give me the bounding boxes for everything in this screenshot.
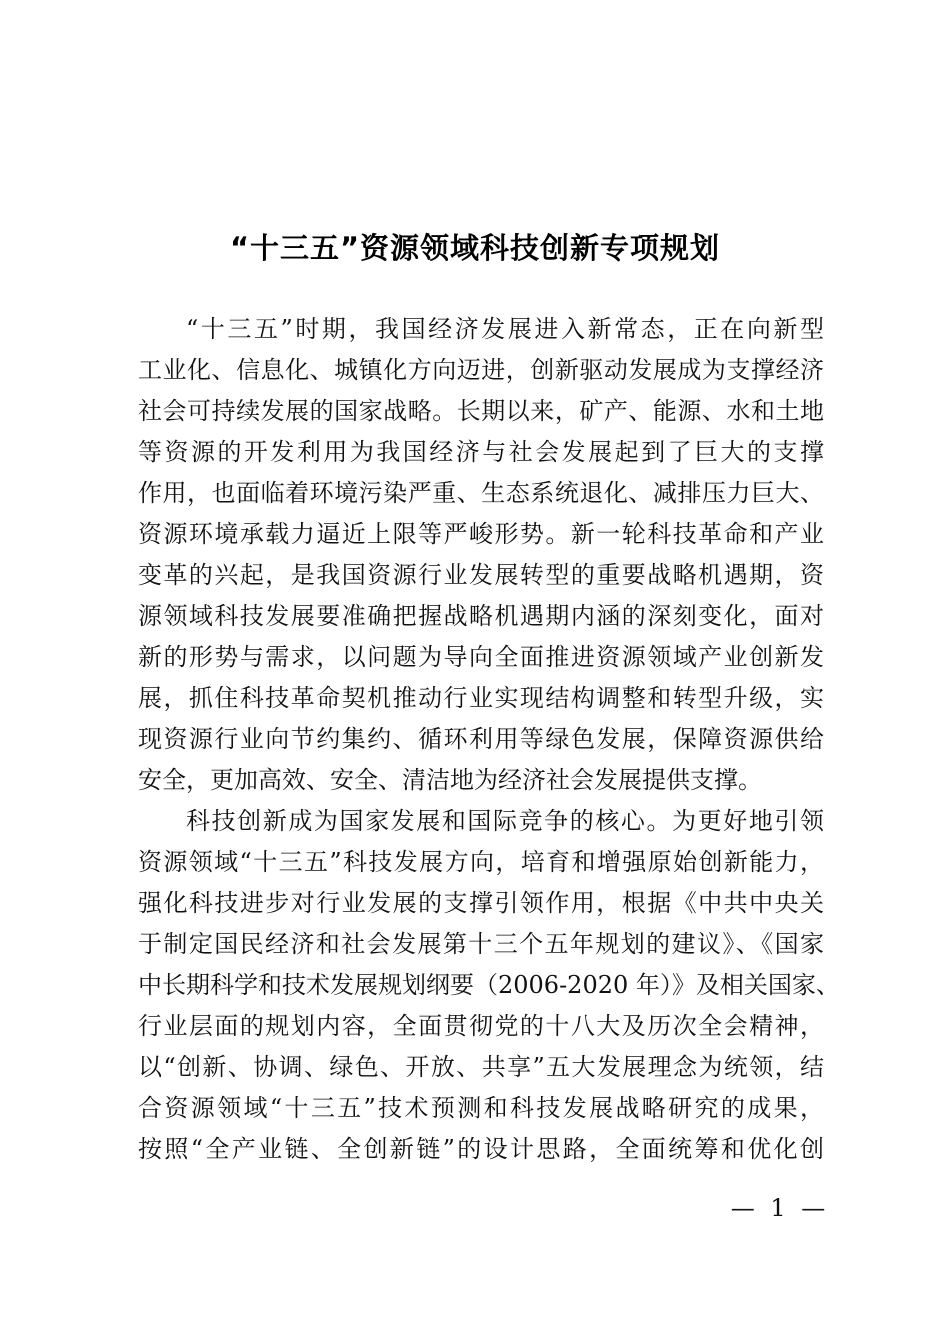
paragraph-line: 强化科技进步对行业发展的支撑引领作用，根据《中共中央关 <box>138 889 824 917</box>
paragraph-line: 变革的兴起，是我国资源行业发展转型的重要战略机遇期，资 <box>138 561 824 589</box>
paragraph-line: 以“创新、协调、绿色、开放、共享”五大发展理念为统领，结 <box>138 1053 824 1081</box>
paragraph-line: 等资源的开发利用为我国经济与社会发展起到了巨大的支撑 <box>138 438 824 466</box>
paragraph-line: 源领域科技发展要准确把握战略机遇期内涵的深刻变化，面对 <box>138 602 824 630</box>
paragraph-line: 按照“全产业链、全创新链”的设计思路，全面统筹和优化创 <box>138 1135 824 1163</box>
paragraph-line: 工业化、信息化、城镇化方向迈进，创新驱动发展成为支撑经济 <box>138 356 824 384</box>
paragraph-line: 展，抓住科技革命契机推动行业实现结构调整和转型升级，实 <box>138 684 824 712</box>
paragraph-line: 作用，也面临着环境污染严重、生态系统退化、减排压力巨大、 <box>138 479 824 507</box>
paragraph-line: 社会可持续发展的国家战略。长期以来，矿产、能源、水和土地 <box>138 397 824 425</box>
paragraph-line: 于制定国民经济和社会发展第十三个五年规划的建议》、《国家 <box>138 930 824 958</box>
paragraph-line: 科技创新成为国家发展和国际竞争的核心。为更好地引领 <box>186 807 824 835</box>
paragraph-line: 资源环境承载力逼近上限等严峻形势。新一轮科技革命和产业 <box>138 520 824 548</box>
paragraph-line: 合资源领域“十三五”技术预测和科技发展战略研究的成果， <box>138 1094 824 1122</box>
paragraph-line: 资源领域“十三五”科技发展方向，培育和增强原始创新能力， <box>138 848 824 876</box>
document-title: “十三五”资源领域科技创新专项规划 <box>229 231 721 265</box>
paragraph-line: 中长期科学和技术发展规划纲要（2006-2020 年）》及相关国家、 <box>138 971 840 999</box>
page-number: — 1 — <box>730 1194 830 1222</box>
paragraph-line: 现资源行业向节约集约、循环利用等绿色发展，保障资源供给 <box>138 725 824 753</box>
paragraph-line: “十三五”时期，我国经济发展进入新常态，正在向新型 <box>186 315 824 343</box>
paragraph-line: 安全，更加高效、安全、清洁地为经济社会发展提供支撑。 <box>138 766 762 794</box>
paragraph-line: 新的形势与需求，以问题为导向全面推进资源领域产业创新发 <box>138 643 824 671</box>
paragraph-line: 行业层面的规划内容，全面贯彻党的十八大及历次全会精神， <box>138 1012 824 1040</box>
